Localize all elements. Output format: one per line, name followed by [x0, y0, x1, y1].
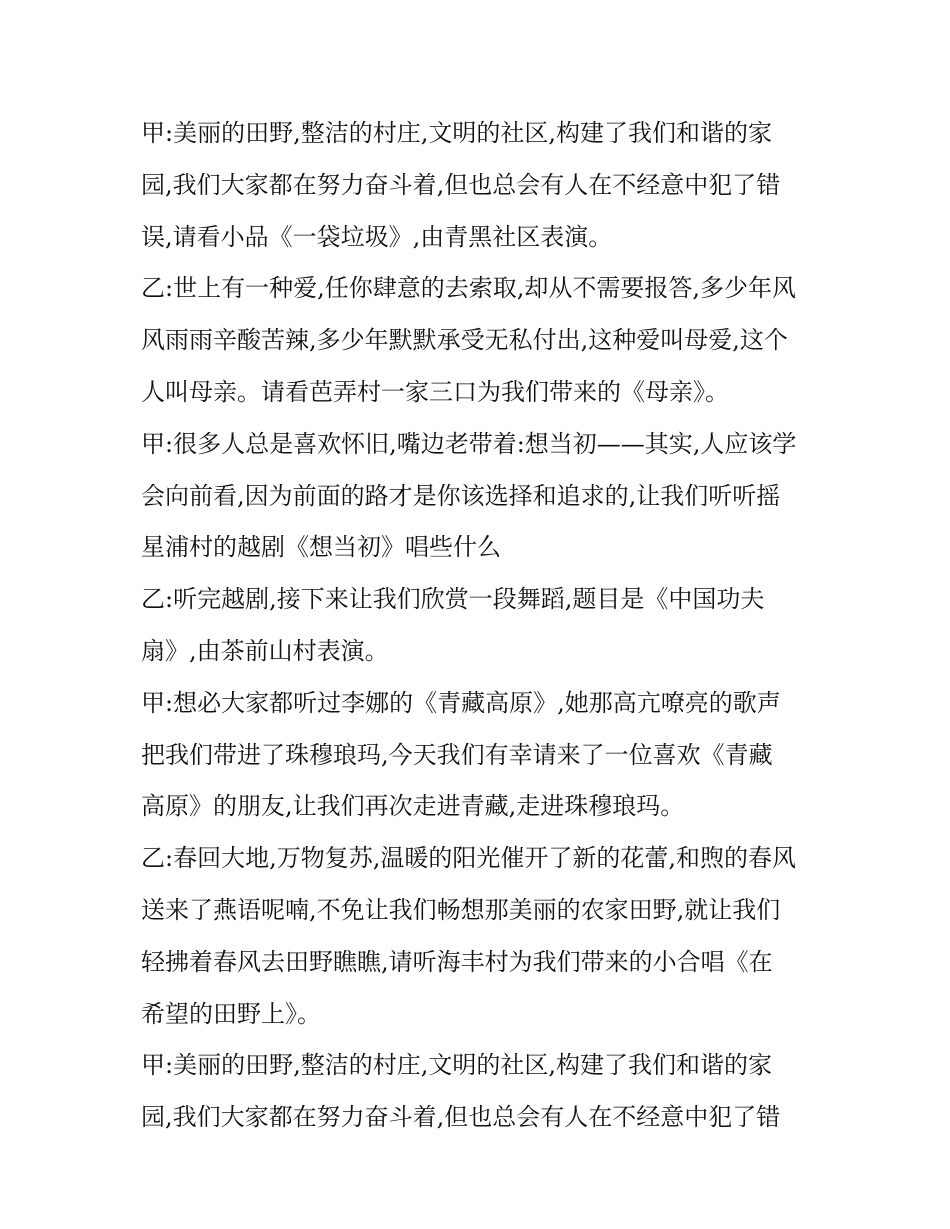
text-line: 扇》,由茶前山村表演。	[141, 636, 389, 665]
paragraph-4	[141, 574, 813, 678]
text-line: 园,我们大家都在努力奋斗着,但也总会有人在不经意中犯了错	[141, 1103, 781, 1132]
text-line: 希望的田野上》。	[141, 999, 321, 1028]
text-line: 乙:世上有一种爱,任你肆意的去索取,却从不需要报答,多少年风	[141, 274, 796, 303]
text-line: 误,请看小品《一袋垃圾》,由青黑社区表演。	[141, 222, 613, 251]
text-line: 甲:美丽的田野,整洁的村庄,文明的社区,构建了我们和谐的家	[141, 119, 772, 147]
text-line: 园,我们大家都在努力奋斗着,但也总会有人在不经意中犯了错	[141, 170, 781, 199]
paragraph-7	[141, 1040, 813, 1144]
paragraph-2	[141, 263, 813, 418]
text-line: 星浦村的越剧《想当初》唱些什么	[141, 533, 501, 562]
text-line: 甲:想必大家都听过李娜的《青藏高原》,她那高亢嘹亮的歌声	[141, 688, 781, 717]
text-line: 甲:美丽的田野,整洁的村庄,文明的社区,构建了我们和谐的家	[141, 1051, 772, 1080]
text-line: 人叫母亲。请看芭弄村一家三口为我们带来的《母亲》。	[141, 377, 729, 406]
text-line: 乙:听完越剧,接下来让我们欣赏一段舞蹈,题目是《中国功夫	[141, 585, 765, 614]
text-line: 乙:春回大地,万物复苏,温暖的阳光催开了新的花蕾,和煦的春风	[141, 844, 796, 873]
text-line: 把我们带进了珠穆琅玛,今天我们有幸请来了一位喜欢《青藏	[141, 740, 773, 769]
paragraph-3	[141, 419, 813, 574]
text-line: 送来了燕语呢喃,不免让我们畅想那美丽的农家田野,就让我们	[141, 895, 781, 924]
text-line: 风雨雨辛酸苦辣,多少年默默承受无私付出,这种爱叫母爱,这个	[141, 326, 788, 355]
text-line: 轻拂着春风去田野瞧瞧,请听海丰村为我们带来的小合唱《在	[141, 947, 773, 976]
text-line: 甲:很多人总是喜欢怀旧,嘴边老带着:想当初——其实,人应该学	[141, 429, 797, 458]
paragraph-5	[141, 678, 813, 833]
text-line: 会向前看,因为前面的路才是你该选择和追求的,让我们听听摇	[141, 481, 781, 510]
text-line: 高原》的朋友,让我们再次走进青藏,走进珠穆琅玛。	[141, 792, 685, 821]
paragraph-1	[141, 108, 813, 263]
paragraph-6	[141, 833, 813, 1040]
document-body	[141, 108, 813, 1144]
